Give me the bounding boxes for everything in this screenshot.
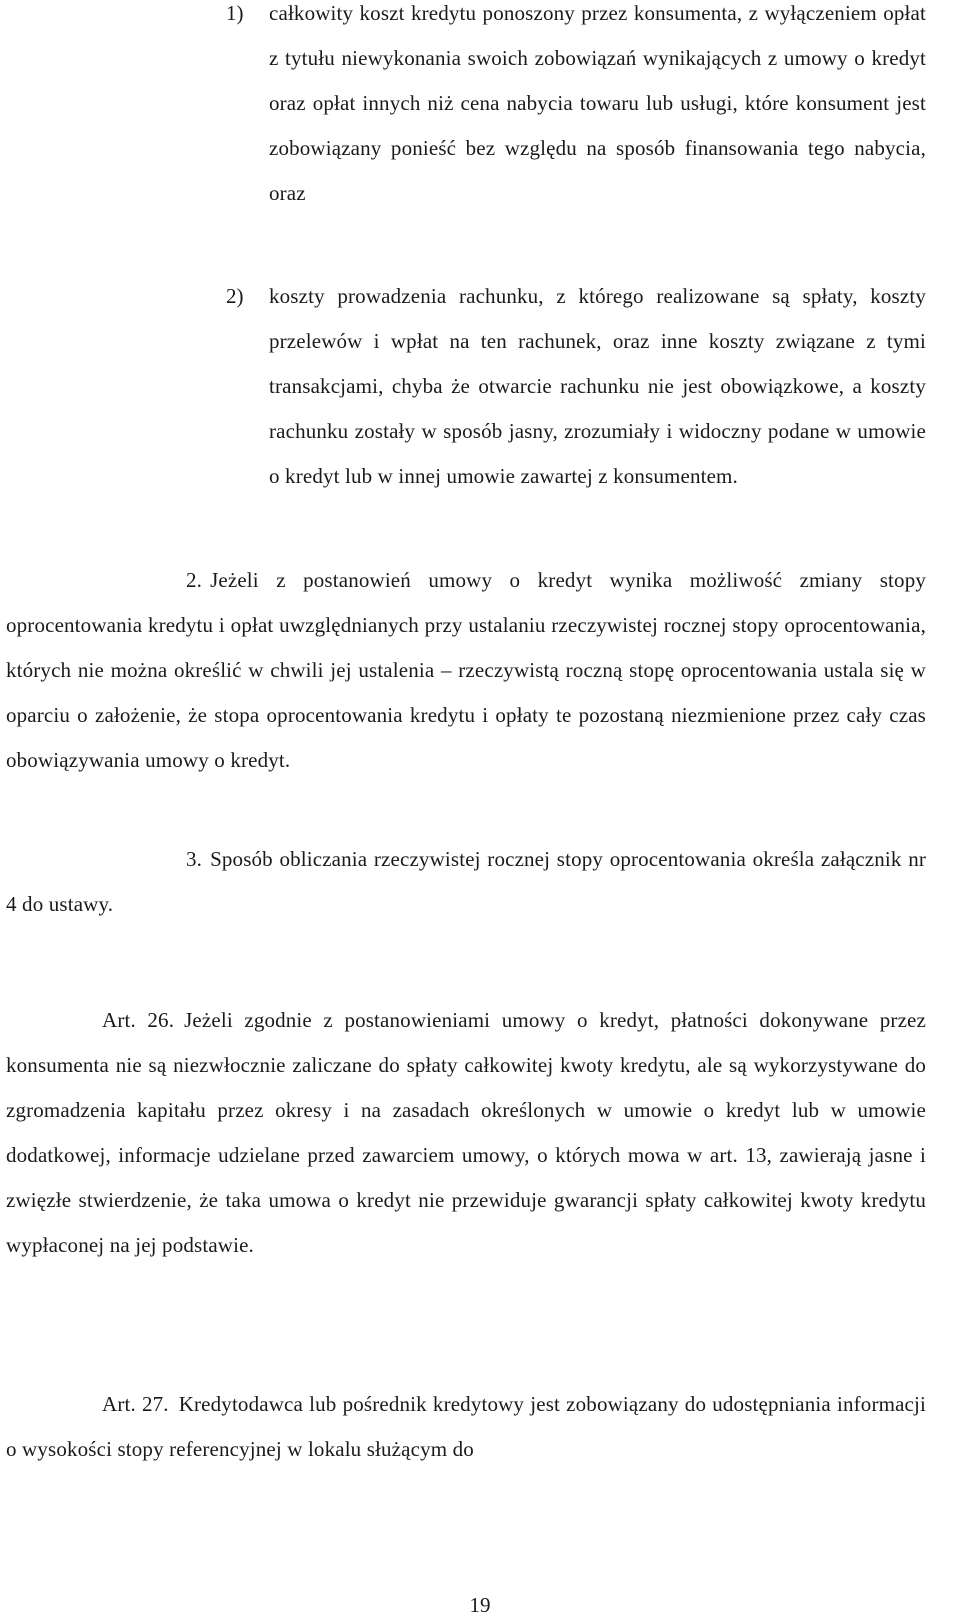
article-27 <box>6 1382 926 1472</box>
list-item-2 <box>226 274 926 499</box>
list-item-text: całkowity koszt kredytu ponoszony przez konsumenta, z wyłączeniem opłat z tytułu niewykonania swoich zobowiązań wynikających z umowy o kredyt oraz opłat innych niż cena nabycia towaru lub usługi, które konsument jest zobowiązany ponieść bez względu na sposób finansowania tego nabycia, oraz <box>269 1 926 205</box>
article-label: Art. 27. <box>102 1392 169 1416</box>
paragraph-number: 3. <box>186 847 203 871</box>
article-text: Kredytodawca lub pośrednik kredytowy jest zobowiązany do udostępniania informacji o wysokości stopy referencyjnej w lokalu służącym do <box>6 1392 926 1461</box>
paragraph-text: Sposób obliczania rzeczywistej rocznej stopy oprocentowania określa załącznik nr 4 do ustawy. <box>6 847 926 916</box>
article-label: Art. 26. <box>102 1008 175 1032</box>
list-item-number: 2) <box>226 284 244 308</box>
article-text: Jeżeli zgodnie z postanowieniami umowy o kredyt, płatności dokonywane przez konsumenta nie są niezwłocznie zaliczane do spłaty całkowitej kwoty kredytu, ale są wykorzystywane do zgromadzenia kapitału przez okresy i na zasadach określonych w umowie o kredyt lub w umowie dodatkowej, informacje udzielane przed zawarciem umowy, o których mowa w art. 13, zawierają jasne i zwięzłe stwierdzenie, że taka umowa o kredyt nie przewiduje gwarancji spłaty całkowitej kwoty kredytu wypłaconej na jej podstawie. <box>6 1008 926 1257</box>
list-item-1 <box>226 0 926 216</box>
page-number: 19 <box>469 1593 491 1617</box>
paragraph-number: 2. <box>186 568 203 592</box>
paragraph-2 <box>6 558 926 783</box>
paragraph-3 <box>6 837 926 927</box>
list-item-number: 1) <box>226 1 244 25</box>
list-item-text: koszty prowadzenia rachunku, z którego realizowane są spłaty, koszty przelewów i wpłat na ten rachunek, oraz inne koszty związane z tymi transakcjami, chyba że otwarcie rachunku nie jest obowiązkowe, a koszty rachunku zostały w sposób jasny, zrozumiały i widoczny podane w umowie o kredyt lub w innej umowie zawartej z konsumentem. <box>269 284 926 488</box>
article-26 <box>6 998 926 1268</box>
paragraph-text: Jeżeli z postanowień umowy o kredyt wynika możliwość zmiany stopy oprocentowania kredytu i opłat uwzględnianych przy ustalaniu rzeczywistej rocznej stopy oprocentowania, których nie można określić w chwili jej ustalenia – rzeczywistą roczną stopę oprocentowania ustala się w oparciu o założenie, że stopa oprocentowania kredytu i opłaty te pozostaną niezmienione przez cały czas obowiązywania umowy o kredyt. <box>6 568 926 772</box>
